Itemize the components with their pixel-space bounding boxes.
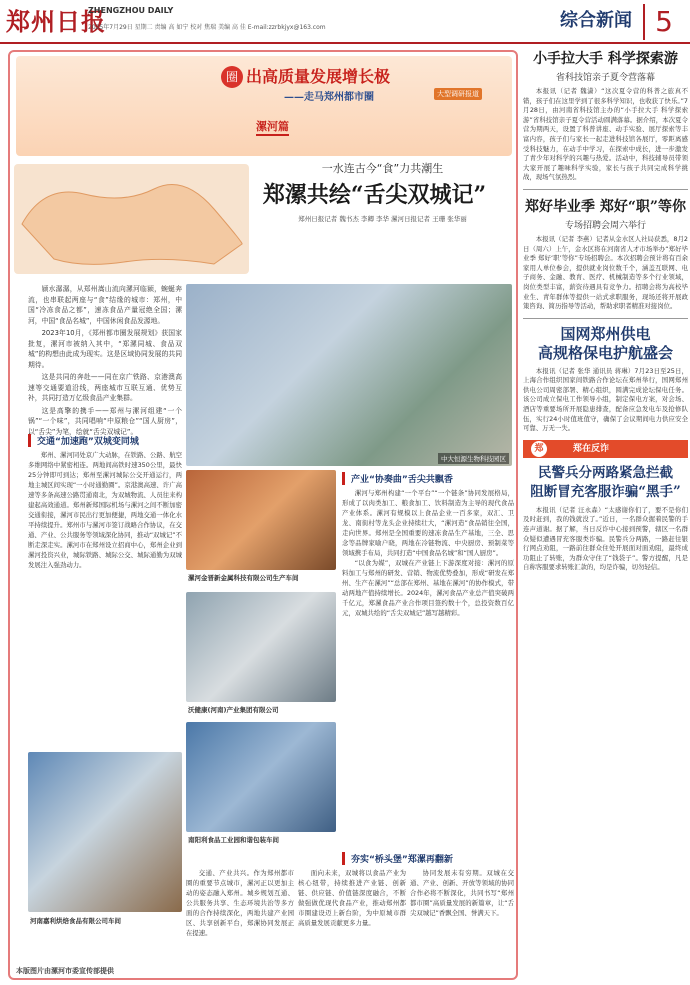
col-bridge-2 bbox=[298, 868, 406, 928]
intro-paragraph: 这是高擎的携手——郑州与漯河组建“一个锅”“一个味”，共同唱响“中原粮仓”“国人厨房”，以“舌尖”为笔，绘就“舌尖双城记”。 bbox=[28, 406, 182, 436]
paragraph: 郑州、漯河同处京广大动脉，在铁路、公路、航空多维网络中紧密相连。两地间高铁时速350公里，最快25分钟即可到达；郑州至漯河城际公交开通运行，两地主城区间实现“一小时通勤圈”。京港澳高速、许广高速等多条高速公路贯通南北，为双城物流、人员往来构建起高效通道。郑州新郑国际机场与漯河之间不断加密交通衔接，漯河市民出行更加便捷，两地交通一体化水平持续提升。郑州市与漯河市签订战略合作协议，在交通、产业、公共服务等领域深化协同，推动“双城记”不断走深走实。漯河市在郑州设立招商中心，郑州企业到漯河投资兴业，城际铁路、城际公交、城际通勤为双城发展注入强劲动力。 bbox=[28, 451, 182, 569]
article-headline-line2: 阻断冒充客服诈骗“黑手” bbox=[530, 483, 681, 500]
article-headline: 国网郑州供电 bbox=[560, 324, 651, 343]
feature-banner bbox=[16, 56, 512, 156]
city-tag: 漯河篇 bbox=[256, 118, 289, 136]
paper-english-name: ZHENGZHOU DAILY bbox=[88, 6, 174, 15]
article-body bbox=[523, 506, 688, 573]
article-headline: 民警兵分两路紧急拦截 bbox=[538, 464, 673, 481]
col-industry bbox=[342, 488, 514, 618]
photo-bakery-workshop bbox=[28, 752, 182, 912]
article-headline-line2: 高规格保电护航盛会 bbox=[537, 343, 673, 362]
article-headline: 郑好毕业季 郑好“职”等你 bbox=[525, 198, 686, 215]
col-transport bbox=[28, 450, 182, 570]
feature-article bbox=[8, 50, 518, 980]
article-body bbox=[523, 87, 688, 183]
section-head-bridge: 夯实“桥头堡”郑漯再翻新 bbox=[342, 852, 453, 865]
article-body bbox=[523, 235, 688, 312]
paragraph: 面向未来，双城将以食品产业为核心纽带，持续推进产业链、创新链、供应链、价值链深度融合，不断做强做优现代食品产业，推动郑州都市圈建设迈上新台阶，为中原城市群高质量发展贡献更多力量。 bbox=[298, 869, 406, 927]
anti-fraud-label: 郑在反诈 bbox=[573, 443, 610, 454]
sub-headline: 一水连古今“食”力共潮生 bbox=[321, 162, 444, 175]
photo-caption: 漯河金晋新金属科技有限公司生产车间 bbox=[188, 574, 299, 582]
section-head-transport: 交通“加速跑”双城变同城 bbox=[28, 434, 139, 447]
banner-circle-icon: 圈 bbox=[221, 66, 243, 88]
map-illustration bbox=[14, 164, 249, 274]
byline: 郑州日报记者 魏书杰 李卿 李华 漯河日报记者 王珊 张华丽 bbox=[298, 215, 467, 223]
photo-packaging-workshop bbox=[186, 722, 336, 832]
paragraph: 本报讯（记者 魏潇）“这次夏令营的科普之旅真不错，孩子们在这里学到了很多科学知识，也收获了快乐。”7月28日，由河南省科技馆主办的“小手拉大手 科学探索游”省科技馆亲子夏令营活动圆满落幕。据介绍，本次夏令营为期两天，设置了科普讲座、动手实验、展厅探索等丰富内容，孩子们与家长一起走进科技馆各展厅，零距离感受科技魅力，在动手中学习，在探索中成长，进一步激发了青少年对科学的兴趣与热爱。活动中，科技辅导员带领大家开展了趣味科学实验，家长与孩子共同完成科学挑战，现场气氛热烈。 bbox=[523, 87, 688, 182]
divider bbox=[523, 318, 688, 319]
intro-paragraph: 2023年10月，《郑州都市圈发展规划》获国家批复，漯河市被纳入其中，“郑漯同城、食品双城”的构想由此成为现实。这是区域协同发展的共同期待。 bbox=[28, 329, 182, 369]
section-head-industry: 产业“协奏曲”舌尖共飘香 bbox=[342, 472, 453, 485]
photo-production-line bbox=[186, 592, 336, 702]
photo-caption: 中大恒源生物科技园区 bbox=[438, 453, 509, 464]
photo-credit: 本版图片由漯河市委宣传部提供 bbox=[16, 967, 114, 975]
article-body bbox=[523, 367, 688, 434]
section-title: 综合新闻 bbox=[560, 10, 632, 31]
anti-fraud-banner bbox=[523, 440, 688, 458]
anti-fraud-badge-icon: 郑 bbox=[531, 441, 547, 457]
paragraph: 协同发展未有穷期。双城在交通、产业、创新、开放等领域的协同合作必将不断深化，共同书写“郑州都市圈”高质量发展的新篇章，让“舌尖双城记”香飘全国、誉满天下。 bbox=[410, 869, 514, 917]
intro-paragraph: 颍水潺潺，从郑州嵩山流向漯河临颍，蜿蜒奔流，也串联起两座与“食”结缘的城市：郑州，中国“冷冻食品之都”，速冻食品产量冠绝全国；漯河，中国“食品名城”，中国休闲食品发源地。 bbox=[28, 285, 182, 325]
photo-caption: 河南嘉利烘焙食品有限公司车间 bbox=[30, 917, 121, 925]
article-headline: 小手拉大手 科学探索游 bbox=[533, 51, 678, 67]
col-bridge-1 bbox=[186, 868, 294, 938]
photo-caption: 南阳利食品工业园和谐包装车间 bbox=[188, 836, 279, 844]
photo-industrial-park bbox=[186, 284, 512, 466]
newspaper-logo: 郑州日报 bbox=[6, 7, 106, 36]
map-shape-icon bbox=[14, 164, 249, 274]
paragraph: 交通、产业共兴。作为郑州都市圈的重要节点城市，漯河正以更加主动的姿态融入郑州。城乡规划互通、公共服务共享、生态环境共治等多方面的合作持续深化，两地共建产业园区、共享创新平台，郑漯协同发展正在提速。 bbox=[186, 869, 294, 937]
headline: 郑漯共绘“舌尖双城记” bbox=[262, 182, 487, 208]
photo-caption: 沃健康(河南)产业集团有限公司 bbox=[188, 706, 279, 714]
banner-tag: 大型调研报道 bbox=[434, 88, 482, 100]
right-column bbox=[523, 48, 688, 573]
paragraph: 漯河与郑州构建“一个平台”“一个链条”协同发展格局，形成了以肉类加工、粮食加工、饮料制造为主导的现代食品产业体系。漯河有规模以上食品企业一百多家，双汇、卫龙、南街村等龙头企业持续壮大，“漯河造”食品销往全国，走向世界。郑州是全国重要的速冻食品生产基地，三全、思念等品牌家喻户晓，两地在冷链物流、中央厨房、预制菜等领域携手布局，共同打造“中国食品名城”和“国人厨房”。 bbox=[342, 489, 514, 557]
intro-text bbox=[28, 284, 182, 439]
paragraph: “以食为媒”，双城在产业链上下游深度对接：漯河的原料加工与郑州的研发、营销、物流优势叠加，形成“研发在郑州、生产在漯河”“总部在郑州、基地在漯河”的协作模式，带动两地产值持续增长。2024年，漯河食品产业总产值突破两千亿元，郑漯食品产业合作项目签约数十个，总投资数百亿元，双城共绘的“舌尖双城记”越写越精彩。 bbox=[342, 559, 514, 617]
banner-title: 出高质量发展增长极 bbox=[246, 67, 391, 86]
paragraph: 本报讯（记者 汪永森）“太感谢你们了，要不是你们及时赶到，我的钱就没了。”近日，一名群众握着民警的手连声道谢。据了解，当日反诈中心接到预警，辖区一名群众疑似遭遇冒充客服类诈骗。民警兵分两路，一路赶往银行网点劝阻，一路前往群众住处开展面对面劝阻，最终成功阻止了转账，为群众守住了“钱袋子”。警方提醒，凡是自称客服要求转账汇款的，均是诈骗，切勿轻信。 bbox=[523, 505, 688, 572]
intro-paragraph: 这是共同的奔赴——同在京广铁路、京港澳高速等交通要道沿线，两座城市互联互通、优势互补，共同打造万亿级食品产业集群。 bbox=[28, 373, 182, 402]
divider bbox=[523, 189, 688, 190]
page-number: 5 bbox=[643, 4, 683, 40]
banner-subtitle: ——走马郑州都市圈 bbox=[284, 92, 374, 103]
photo-metal-workshop bbox=[186, 470, 336, 570]
masthead bbox=[0, 0, 690, 44]
edition-line: 2025年7月29日 星期二 责编 高 如宁 校对 焦瑞 美编 高 佳 E-mail:zzrbkjyx@163.com bbox=[88, 24, 326, 31]
paragraph: 本报讯（记者 张华 通讯员 蒋琳）7月23日至25日，上海合作组织国家间铁路合作论坛在郑州举行，国网郑州供电公司周密部署、精心组织，圆满完成论坛保电任务。该公司成立保电工作领导小组，制定保电方案，对会场、酒店等重要场所开展隐患排查，配备应急发电车及抢修队伍，实行24小时值班值守，确保了会议期间电力供应安全可靠、万无一失。 bbox=[523, 366, 688, 433]
paragraph: 本报讯（记者 李燕）记者从金水区人社局获悉，8月2日（周六）上午，金水区将在河南省人才市场举办“郑好毕业季 郑好‘职’等你”专场招聘会。本次招聘会预计将有百余家用人单位参会，提供就业岗位数千个，涵盖互联网、电子商务、金融、教育、医疗、机械制造等多个行业领域，岗位类型丰富，薪资待遇具有竞争力。招聘会将为高校毕业生、青年群体等提供一站式求职服务，现场还将开展政策咨询、简历指导等活动，帮助求职者精准对接岗位。 bbox=[523, 234, 688, 311]
col-bridge-3 bbox=[410, 868, 514, 918]
article-subhead: 省科技馆亲子夏令营落幕 bbox=[555, 73, 655, 83]
article-subhead: 专场招聘会周六举行 bbox=[564, 220, 646, 231]
